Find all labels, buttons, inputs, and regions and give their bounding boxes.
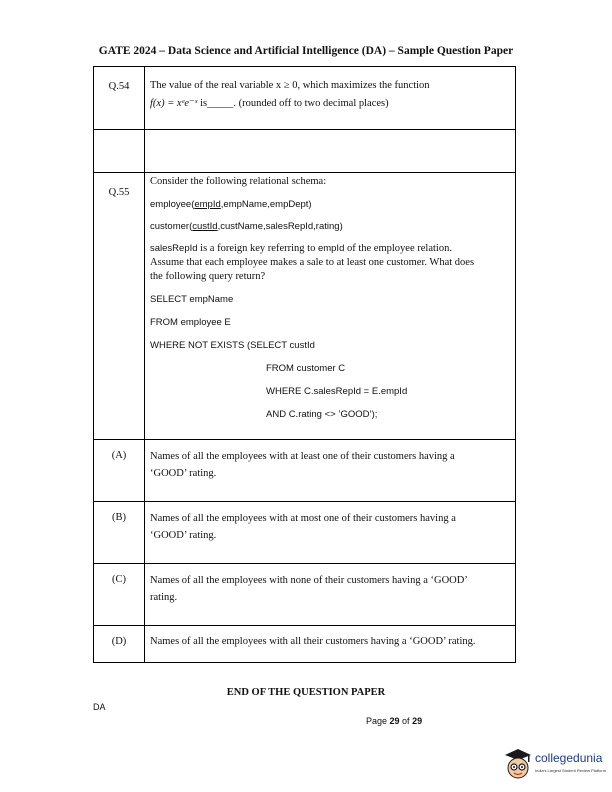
option-b-row — [94, 502, 515, 564]
sql-line-6: AND C.rating <> ’GOOD’); — [266, 409, 378, 420]
q54-function: f(x) = xᵉe⁻ˣ — [150, 98, 198, 109]
column-divider — [144, 130, 145, 172]
foreign-key-note: salesRepId is a foreign key referring to empId of the employee relation. — [150, 243, 452, 254]
option-a-row — [94, 440, 515, 502]
column-divider — [144, 564, 145, 625]
question-table — [93, 66, 516, 663]
sql-line-3: WHERE NOT EXISTS (SELECT custId — [150, 340, 315, 351]
q55-row — [94, 173, 515, 440]
option-a-label: (A) — [111, 450, 127, 461]
q55-intro: Consider the following relational schema: — [150, 176, 327, 187]
column-divider — [144, 440, 145, 501]
q55-number: Q.55 — [108, 187, 130, 198]
customer-schema: customer(custId,custName,salesRepId,rating) — [150, 221, 343, 232]
q55-query-line: the following query return? — [150, 271, 266, 282]
option-d-row — [94, 626, 515, 662]
q54-row — [94, 67, 515, 130]
q55-assume-line: Assume that each employee makes a sale to at least one customer. What does — [150, 257, 475, 268]
option-a-text: Names of all the employees with at least one of their customers having a ‘GOOD’ rating. — [150, 451, 455, 479]
sql-line-5: WHERE C.salesRepId = E.empId — [266, 386, 408, 397]
page-header-title: GATE 2024 – Data Science and Artificial Intelligence (DA) – Sample Question Paper — [98, 45, 514, 57]
option-b-label: (B) — [112, 512, 126, 523]
q54-line1: The value of the real variable x ≥ 0, which maximizes the function — [150, 80, 430, 91]
sql-line-1: SELECT empName — [150, 294, 234, 305]
employee-key: empId — [194, 199, 221, 210]
q54-line2-text: is_____. (rounded off to two decimal places) — [197, 98, 389, 109]
sql-line-2: FROM employee E — [150, 317, 231, 328]
option-c-label: (C) — [112, 574, 126, 585]
brand-name: collegedunia — [535, 751, 603, 765]
option-d-label: (D) — [111, 636, 127, 647]
employee-schema: employee(empId,empName,empDept) — [150, 199, 312, 210]
option-c-row — [94, 564, 515, 626]
collegedunia-logo — [502, 747, 612, 783]
column-divider — [144, 502, 145, 563]
q55-text — [150, 175, 508, 422]
footer-code: DA — [93, 702, 106, 712]
q54-line2 — [150, 97, 508, 111]
column-divider — [144, 67, 145, 129]
sql-line-4: FROM customer C — [266, 363, 346, 374]
option-d-text: Names of all the employees with all their customers having a ‘GOOD’ rating. — [150, 636, 476, 647]
q54-text — [150, 79, 508, 111]
page-number: Page 29 of 29 — [366, 716, 423, 726]
spacer-row — [94, 130, 515, 173]
column-divider — [144, 626, 145, 662]
column-divider — [144, 173, 145, 439]
option-c-text: Names of all the employees with none of their customers having a ‘GOOD’ rating. — [150, 575, 468, 603]
graduate-mascot-icon — [502, 747, 534, 781]
option-b-text: Names of all the employees with at most one of their customers having a ‘GOOD’ rating. — [150, 513, 456, 541]
end-of-paper: END OF THE QUESTION PAPER — [226, 687, 386, 698]
brand-tagline: India's Largest Student Review Platform — [535, 768, 607, 773]
q54-number: Q.54 — [108, 81, 130, 92]
customer-key: custId — [192, 221, 218, 232]
